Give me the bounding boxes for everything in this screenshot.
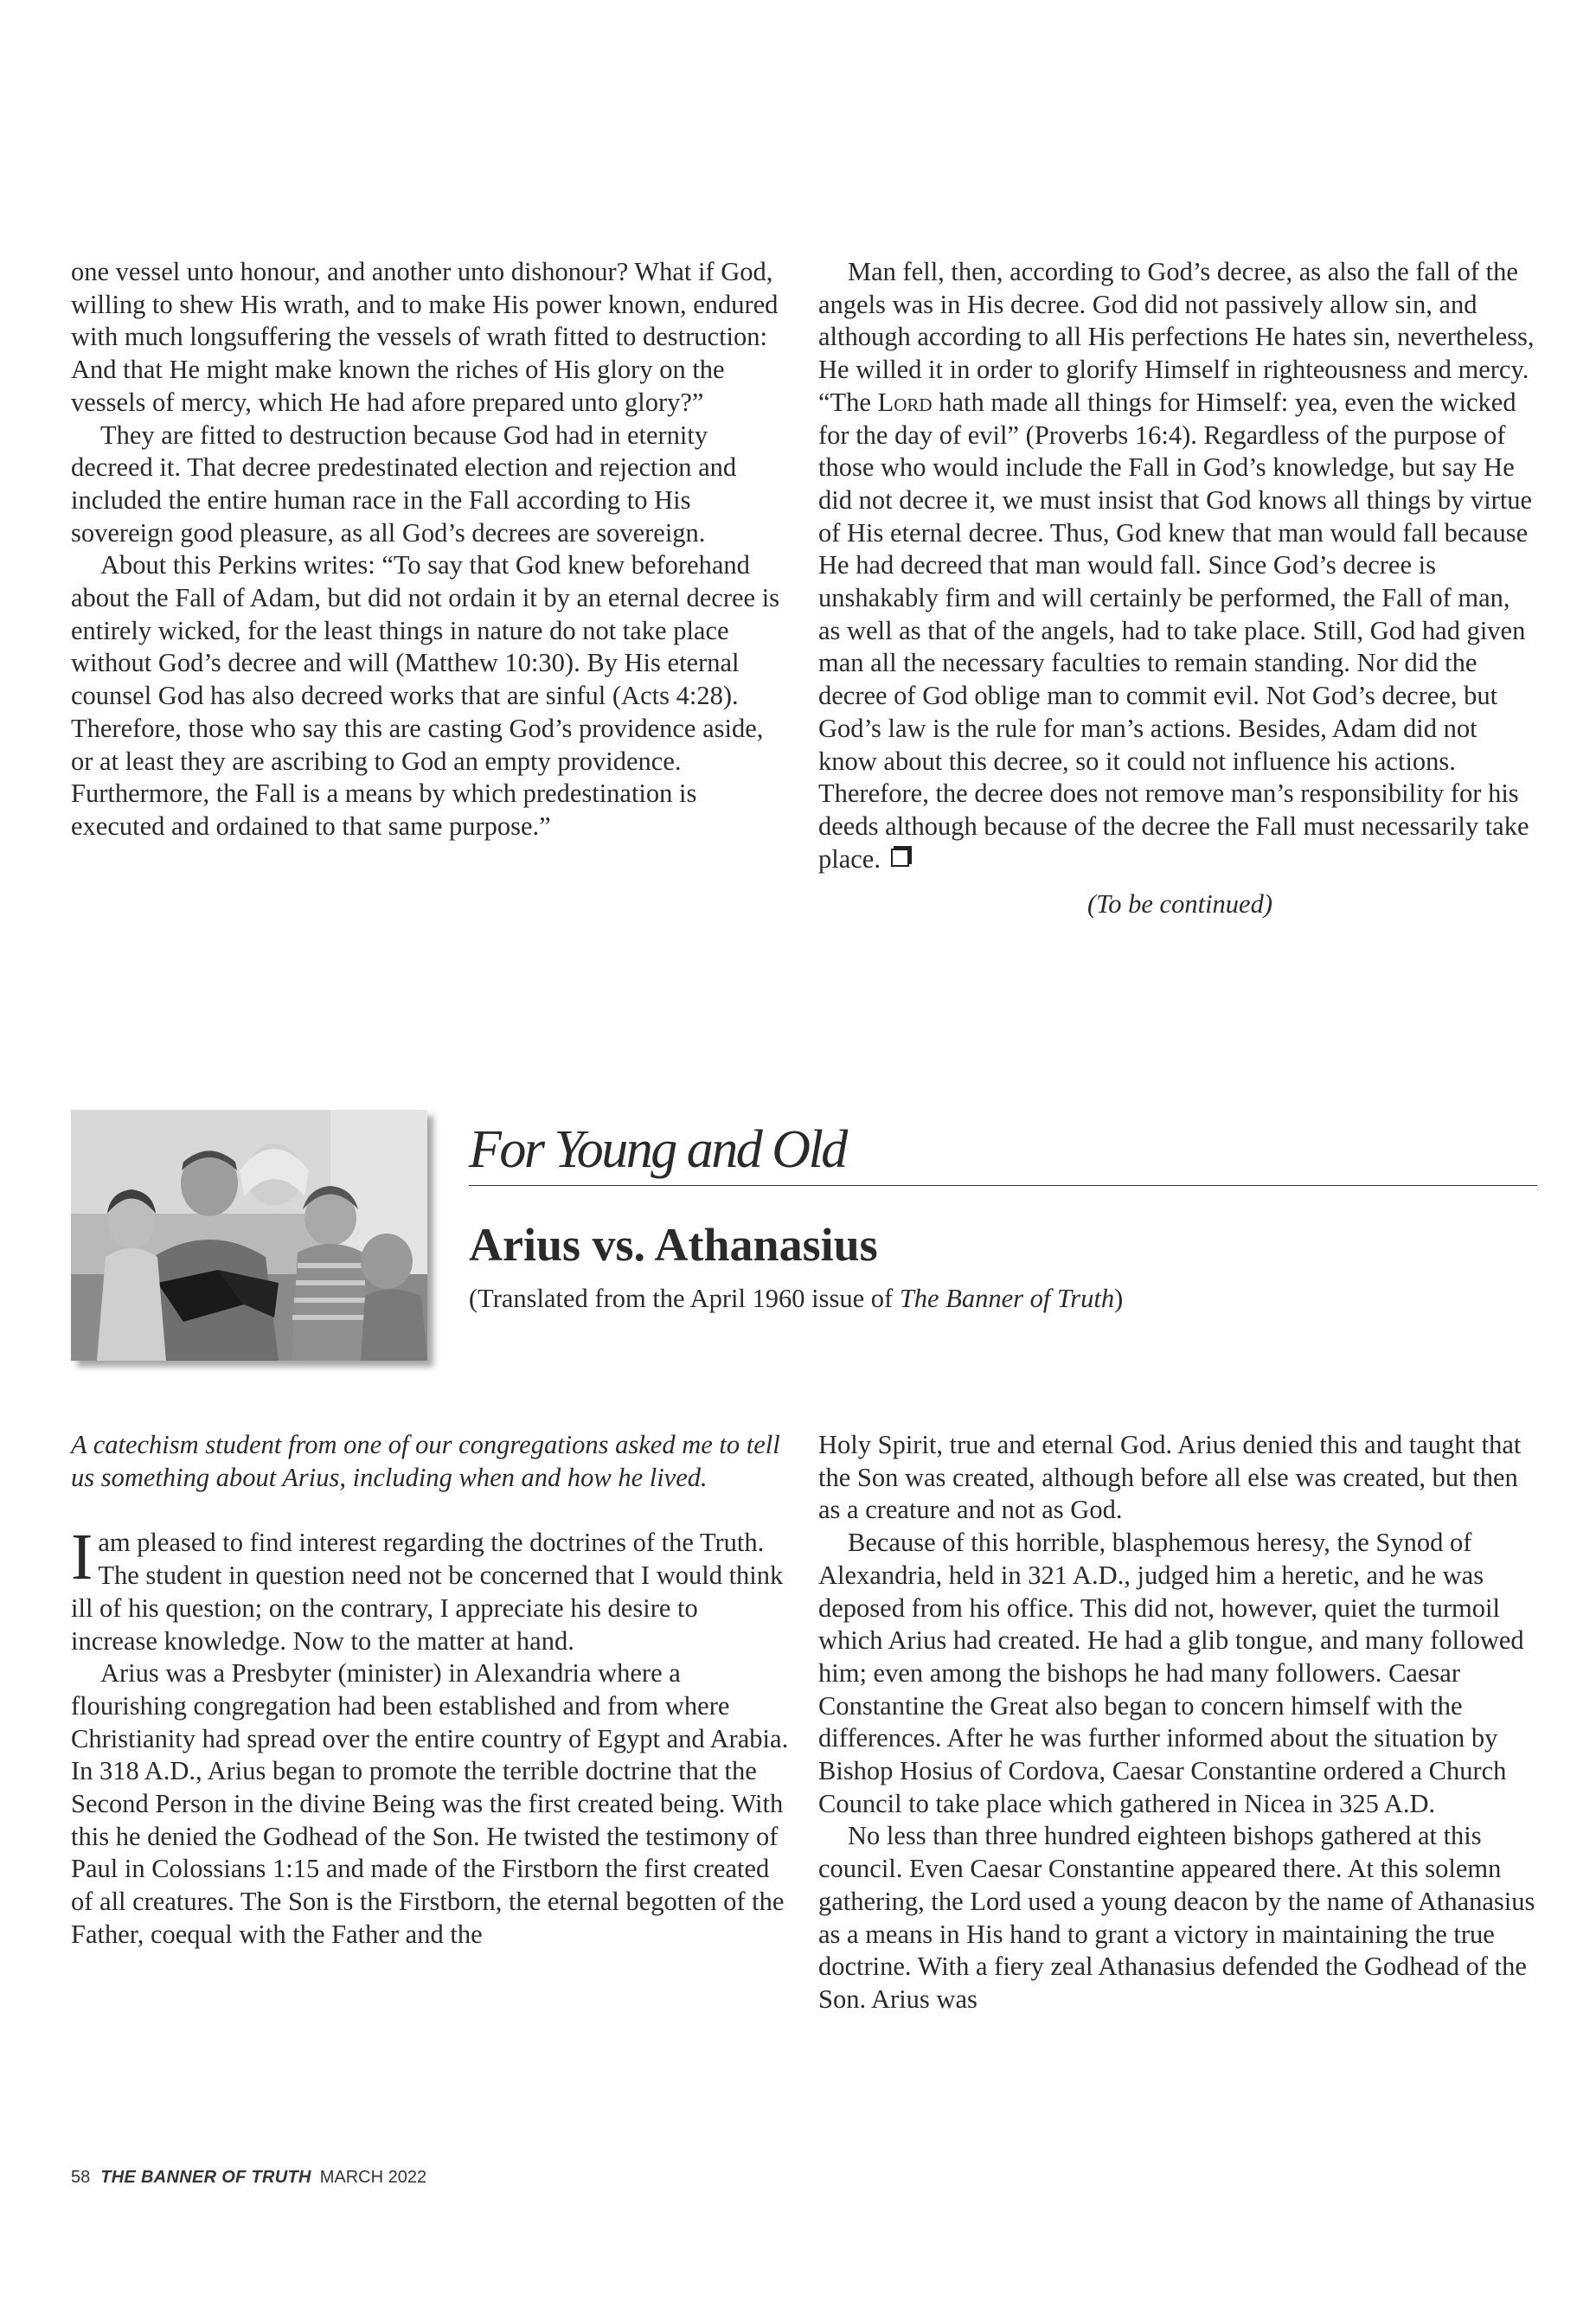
- drop-cap: I: [71, 1521, 93, 1594]
- bottom-left-column: [71, 1429, 789, 1952]
- to-be-continued: (To be continued): [1086, 889, 1272, 920]
- photo-illustration: [71, 1110, 427, 1361]
- paragraph: They are fitted to destruction because God had in eternity decreed it. That decree predestinated election and rejection and included the entire human race in the Fall according to His sovereign good pleasure, as all God’s decrees are sovereign.: [71, 420, 737, 548]
- paragraph: one vessel unto honour, and another unto dishonour? What if God, willing to shew His wrath, and to make His power known, endured with much longsuffering the vessels of wrath fitted to destruction: And that He might make known the riches of His glory on the vessels of mercy, which He had afore prepared unto glory?”: [71, 257, 779, 417]
- paragraph: Because of this horrible, blasphemous heresy, the Synod of Alexandria, held in 321 A.D., judged him a heretic, and he was deposed from his office. This did not, however, quiet the turmoil which Arius had created. He had a glib tongue, and many followed him; even among the bishops he had many followers. Caesar Constantine the Great also began to concern himself with the differences. After he was further informed about the situation by Bishop Hosius of Cordova, Caesar Constantine ordered a Church Council to take place which gathered in Nicea in 325 A.D.: [818, 1528, 1524, 1818]
- intro-paragraph: A catechism student from one of our congregations asked me to tell us something about Arius, including when and how he lived.: [71, 1430, 780, 1492]
- subtitle-publication: The Banner of Truth: [899, 1284, 1115, 1313]
- text-run: Man fell, then, according to God’s decree, as also the fall of the angels was in His decree. God did not passively allow sin, and although according to all His perfections He hates sin, nevertheless, He willed it in order to glorify Himself in righteousness and mercy. “The: [818, 257, 1535, 417]
- paragraph: [71, 1521, 789, 1657]
- page-footer: [71, 2168, 426, 2188]
- paragraph: About this Perkins writes: “To say that God knew beforehand about the Fall of Adam, but did not ordain it by an eternal decree is entirely wicked, for the least things in nature do not take place without God’s decree and will (Matthew 10:30). By His eternal counsel God has also decreed works that are sinful (Acts 4:28). Therefore, those who say this are casting God’s providence aside, or at least they are ascribing to God an empty providence. Furthermore, the Fall is a means by which predestination is executed and ordained to that same purpose.”: [71, 550, 780, 841]
- magazine-name: THE BANNER OF TRUTH: [100, 2168, 311, 2187]
- top-left-column: [71, 256, 789, 843]
- top-right-column: [818, 256, 1536, 921]
- paragraph: Holy Spirit, true and eternal God. Arius denied this and taught that the Son was created, although before all else was created, but then as a creature and not as God.: [818, 1430, 1522, 1525]
- article-title: Arius vs. Athanasius: [469, 1219, 878, 1271]
- text-run: am pleased to find interest regarding the doctrines of the Truth. The student in question need not be concerned that I would think ill of his question; on the contrary, I appreciate his desire to increase knowledge. Now to the matter at hand.: [71, 1528, 784, 1656]
- bottom-right-column: [818, 1429, 1536, 2016]
- end-mark-icon: [891, 849, 909, 867]
- title-rule: [469, 1185, 1537, 1186]
- text-run: hath made all things for Himself: yea, even the wicked for the day of evil” (Proverbs 16:4). Regardless of the purpose of those who would include the Fall in God’s knowledge, but say He did not decree it, we must insist that God knows all things by virtue of His eternal decree. Thus, God knew that man would fall because He had decreed that man would fall. Since God’s decree is unshakably firm and will certainly be performed, the Fall of man, as well as that of the angels, had to take place. Still, God had given man all the necessary faculties to remain standing. Nor did the decree of God oblige man to commit evil. Not God’s decree, but God’s law is the rule for man’s actions. Besides, Adam did not know about this decree, so it could not influence his actions. Therefore, the decree does not remove man’s responsibility for his deeds although because of the decree the Fall must necessarily take place.: [818, 387, 1533, 874]
- paragraph: [818, 256, 1536, 875]
- issue-date: MARCH 2022: [319, 2168, 427, 2187]
- small-caps-lord: Lord: [877, 387, 933, 417]
- subtitle-suffix: ): [1114, 1284, 1124, 1313]
- article-subtitle: [469, 1283, 1123, 1315]
- paragraph: Arius was a Presbyter (minister) in Alexandria where a flourishing congregation had been established and from where Christianity had spread over the entire country of Egypt and Arabia. In 318 A.D., Arius began to promote the terrible doctrine that the Second Person in the divine Being was the first created being. With this he denied the Godhead of the Son. He twisted the testimony of Paul in Colossians 1:15 and made of the Firstborn the first created of all creatures. The Son is the Firstborn, the eternal begotten of the Father, coequal with the Father and the: [71, 1658, 789, 1949]
- subtitle-prefix: (Translated from the April 1960 issue of: [469, 1284, 900, 1313]
- paragraph: No less than three hundred eighteen bishops gathered at this council. Even Caesar Constantine appeared there. At this solemn gathering, the Lord used a young deacon by the name of Athanasius as a means in His hand to grant a victory in maintaining the true doctrine. With a fiery zeal Athanasius defended the Godhead of the Son. Arius was: [818, 1821, 1535, 2014]
- section-title: For Young and Old: [469, 1120, 846, 1179]
- page-number: 58: [71, 2168, 91, 2187]
- family-reading-bible-photo: [71, 1110, 427, 1361]
